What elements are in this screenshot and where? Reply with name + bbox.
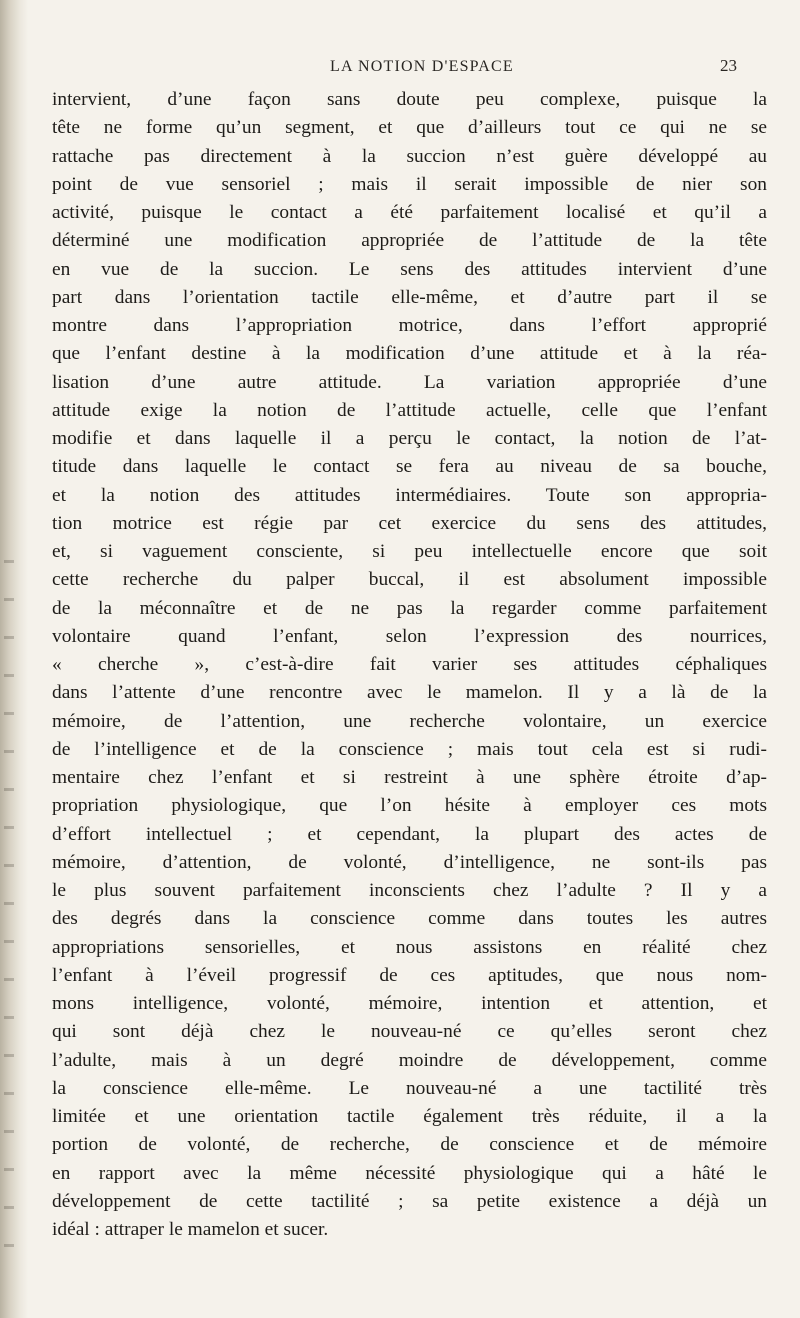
body-text xyxy=(52,86,767,1244)
running-head: LA NOTION D'ESPACE xyxy=(330,58,514,75)
text-line: que l’enfant destine à la modification d’une attitude et à la réa- xyxy=(52,343,767,365)
text-line: rattache pas directement à la succion n’est guère développé au xyxy=(52,145,767,167)
text-line: dans l’attente d’une rencontre avec le mamelon. Il y a là de la xyxy=(52,682,767,704)
text-line: titude dans laquelle le contact se fera au niveau de sa bouche, xyxy=(52,456,767,478)
text-line: le plus souvent parfaitement inconscients chez l’adulte ? Il y a xyxy=(52,880,767,901)
text-line: montre dans l’appropriation motrice, dans l’effort approprié xyxy=(52,315,767,336)
text-line: l’enfant à l’éveil progressif de ces aptitudes, que nous nom- xyxy=(52,964,767,986)
text-line: tion motrice est régie par cet exercice du sens des attitudes, xyxy=(52,512,767,534)
text-line: appropriations sensorielles, et nous assistons en réalité chez xyxy=(52,936,767,958)
text-line: propriation physiologique, que l’on hésite à employer ces mots xyxy=(52,795,767,817)
text-line: de l’intelligence et de la conscience ; mais tout cela est si rudi- xyxy=(52,738,767,760)
text-line: intervient, d’une façon sans doute peu complexe, puisque la xyxy=(52,89,767,110)
text-line: point de vue sensoriel ; mais il serait impossible de nier son xyxy=(52,173,767,195)
text-line: mémoire, de l’attention, une recherche volontaire, un exercice xyxy=(52,710,767,732)
text-line: et, si vaguement consciente, si peu intellectuelle encore que soit xyxy=(52,541,767,562)
text-line: idéal : attraper le mamelon et sucer. xyxy=(52,1219,329,1240)
text-line: mémoire, d’attention, de volonté, d’intelligence, ne sont-ils pas xyxy=(52,851,767,873)
text-line: développement de cette tactilité ; sa petite existence a déjà un xyxy=(52,1190,767,1212)
binding-shadow-marks xyxy=(4,560,14,1260)
text-line: qui sont déjà chez le nouveau-né ce qu’elles seront chez xyxy=(52,1021,767,1043)
text-line: lisation d’une autre attitude. La variation appropriée d’une xyxy=(52,371,767,393)
text-line: volontaire quand l’enfant, selon l’expression des nourrices, xyxy=(52,625,767,647)
text-line: attitude exige la notion de l’attitude actuelle, celle que l’enfant xyxy=(52,399,767,421)
text-line: déterminé une modification appropriée de l’attitude de la tête xyxy=(52,230,767,252)
text-line: et la notion des attitudes intermédiaires. Toute son appropria- xyxy=(52,484,767,506)
text-line: mentaire chez l’enfant et si restreint à une sphère étroite d’ap- xyxy=(52,767,767,788)
text-line: tête ne forme qu’un segment, et que d’ailleurs tout ce qui ne se xyxy=(52,117,767,139)
text-line: « cherche », c’est-à-dire fait varier ses attitudes céphaliques xyxy=(52,654,767,675)
text-line: en vue de la succion. Le sens des attitudes intervient d’une xyxy=(52,258,767,280)
text-line: modifie et dans laquelle il a perçu le contact, la notion de l’at- xyxy=(52,428,767,449)
text-line: activité, puisque le contact a été parfaitement localisé et qu’il a xyxy=(52,202,767,223)
text-line: cette recherche du palper buccal, il est absolument impossible xyxy=(52,569,767,591)
text-line: des degrés dans la conscience comme dans toutes les autres xyxy=(52,908,767,930)
text-line: limitée et une orientation tactile également très réduite, il a la xyxy=(52,1106,767,1127)
text-line: la conscience elle-même. Le nouveau-né a une tactilité très xyxy=(52,1077,767,1099)
text-line: de la méconnaître et de ne pas la regarder comme parfaitement xyxy=(52,597,767,619)
text-line: l’adulte, mais à un degré moindre de développement, comme xyxy=(52,1049,767,1071)
text-line: en rapport avec la même nécessité physiologique qui a hâté le xyxy=(52,1162,767,1184)
page-number: 23 xyxy=(720,56,737,75)
text-line: part dans l’orientation tactile elle-même, et d’autre part il se xyxy=(52,286,767,308)
text-line: portion de volonté, de recherche, de conscience et de mémoire xyxy=(52,1134,767,1156)
text-line: mons intelligence, volonté, mémoire, intention et attention, et xyxy=(52,993,767,1014)
page-binding-edge xyxy=(0,0,28,1318)
text-line: d’effort intellectuel ; et cependant, la plupart des actes de xyxy=(52,823,767,845)
